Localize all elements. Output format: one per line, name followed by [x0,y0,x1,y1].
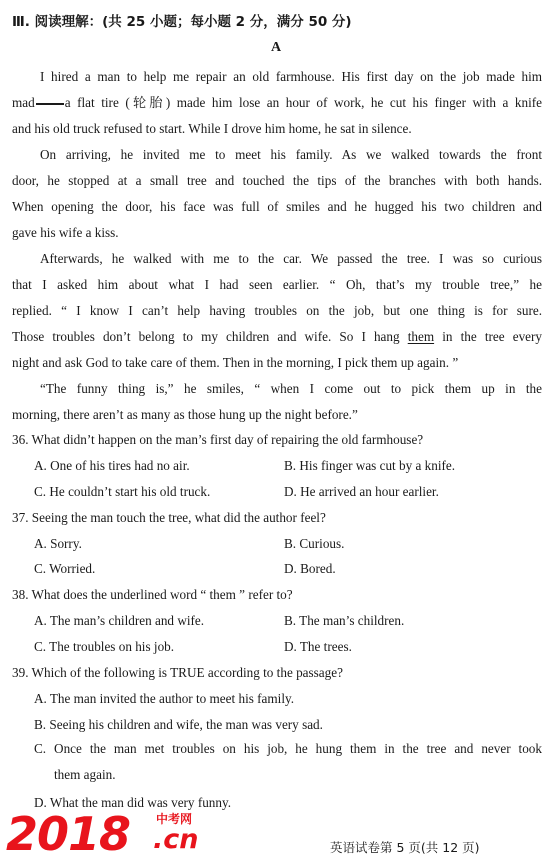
question-37: 37. Seeing the man touch the tree, what did the author feel? [12,510,326,525]
watermark-logo [6,808,216,860]
q36-option-c[interactable]: C. He couldn’t start his old truck. [34,484,211,499]
em-dash [36,103,64,105]
q38-option-a[interactable]: A. The man’s children and wife. [34,613,205,628]
watermark-cn: .cn [153,824,199,855]
passage-paragraph-3: Afterwards, he walked with me to the car. We passed the tree. I was so curious that I asked him about what I had seen earlier. “ Oh, that’s my trouble tree,” he replied. “ I know I can’t help having troubles on the job, but one thing is for sure. Those troubles don’t belong to my children and wife. So I hang them in the tree every night and ask God to take care of them. Then in the morning, I pick them up again. ” [12,251,542,370]
section-title: Ⅲ. 阅读理解：(共 25 小题；每小题 2 分，满分 50 分) [12,14,352,30]
q37-option-b[interactable]: B. Curious. [284,536,345,551]
q37-option-d[interactable]: D. Bored. [284,561,336,576]
question-36: 36. What didn’t happen on the man’s first day of repairing the old farmhouse? [12,432,424,447]
page-footer: 英语试卷第 5 页(共 12 页) [330,840,480,855]
q37-option-a[interactable]: A. Sorry. [34,536,82,551]
watermark-zhongkaowang: 中考网 [156,812,193,826]
passage-paragraph-2: On arriving, he invited me to meet his family. As we walked towards the front door, he stopped at a small tree and touched the tips of the branches with both hands. When opening the door, his face was full of smiles and he hugged his two children and gave his wife a kiss. [12,147,542,240]
passage-paragraph-4: “The funny thing is,” he smiles, “ when I come out to pick them up in the morning, there aren’t as many as those hung up the night before.” [12,381,542,422]
q39-option-b[interactable]: B. Seeing his children and wife, the man was very sad. [34,717,323,732]
q39-option-d[interactable]: D. What the man did was very funny. [34,795,232,810]
q36-option-b[interactable]: B. His finger was cut by a knife. [284,458,456,473]
q36-option-a[interactable]: A. One of his tires had no air. [34,458,190,473]
q38-option-d[interactable]: D. The trees. [284,639,352,654]
q37-option-c[interactable]: C. Worried. [34,561,96,576]
q36-option-d[interactable]: D. He arrived an hour earlier. [284,484,439,499]
q39-option-a[interactable]: A. The man invited the author to meet his family. [34,691,295,706]
watermark-2018: 2018 [6,807,131,861]
passage-title: A [270,40,282,55]
q39-option-c[interactable]: C. Once the man met troubles on his job, he hung them in the tree and never took them again. [34,741,542,782]
passage-paragraph-1: I hired a man to help me repair an old farmhouse. His first day on the job made him mad a flat tire (轮胎) made him lose an hour of work, he cut his finger with a knife and his old truck refused to start. While I drove him home, he sat in silence. [12,69,542,136]
underlined-word: them [407,329,435,344]
q38-option-c[interactable]: C. The troubles on his job. [34,639,175,654]
question-38: 38. What does the underlined word “ them ” refer to? [12,587,293,602]
question-39: 39. Which of the following is TRUE according to the passage? [12,665,343,680]
q38-option-b[interactable]: B. The man’s children. [284,613,405,628]
